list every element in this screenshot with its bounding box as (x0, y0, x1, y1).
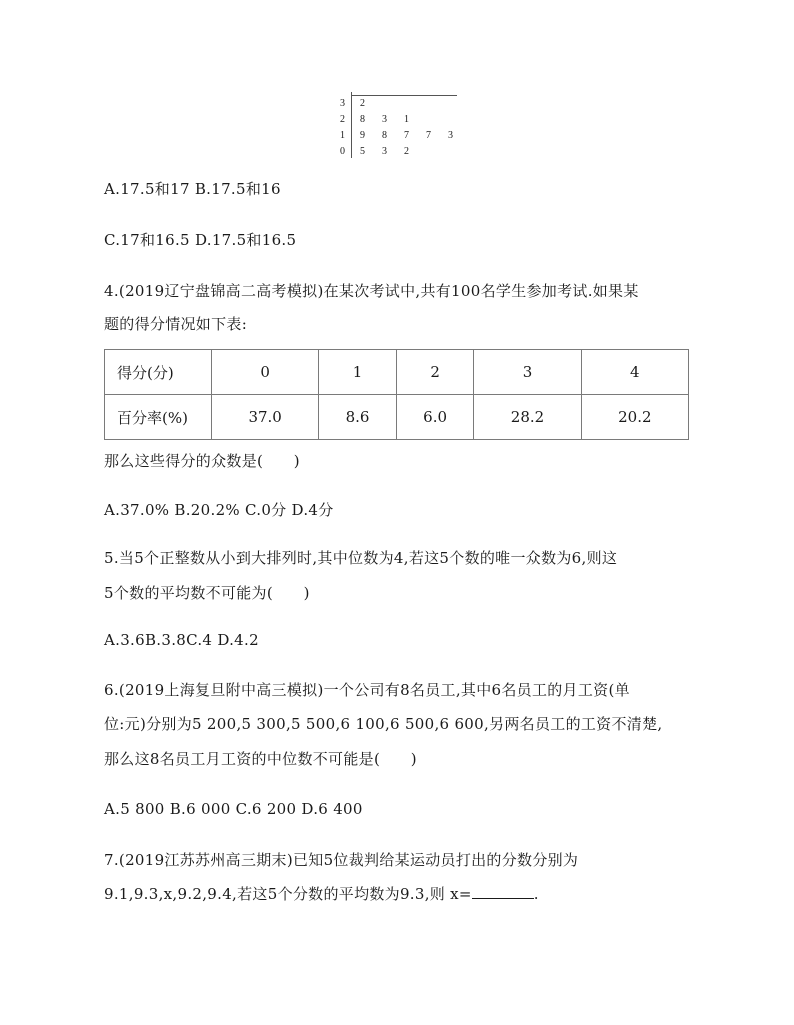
leaf-value: 9 (360, 130, 365, 141)
table-cell: 2 (396, 350, 474, 395)
q6-line3: 那么这8名员工月工资的中位数不可能是( ) (104, 750, 417, 768)
table-cell: 得分(分) (105, 350, 212, 395)
q4-stem-line1: 4.(2019辽宁盘锦高二高考模拟)在某次考试中,共有100名学生参加考试.如果某 (104, 282, 639, 300)
q6-line1: 6.(2019上海复旦附中高三模拟)一个公司有8名员工,其中6名员工的月工资(单 (104, 681, 630, 699)
plot-top-line (351, 95, 457, 96)
leaf-value: 3 (382, 114, 387, 125)
q7-line2-end: . (533, 885, 539, 903)
q7-line2 (104, 883, 539, 904)
q4-options: A.37.0% B.20.2% C.0分 D.4分 (104, 501, 334, 519)
score-table (104, 349, 689, 440)
q5-line2: 5个数的平均数不可能为( ) (104, 584, 310, 602)
q4-stem-line2: 题的得分情况如下表: (104, 315, 248, 333)
leaf-value: 1 (404, 114, 409, 125)
table-cell: 20.2 (581, 395, 688, 440)
q7-line2-text: 9.1,9.3,x,9.2,9.4,若这5个分数的平均数为9.3,则 x= (104, 885, 472, 903)
table-cell: 3 (474, 350, 581, 395)
plot-divider-line (351, 92, 352, 158)
leaf-value: 8 (382, 130, 387, 141)
table-cell: 28.2 (474, 395, 581, 440)
q5-line1: 5.当5个正整数从小到大排列时,其中位数为4,若这5个数的唯一众数为6,则这 (104, 549, 618, 567)
q3-options-line2: C.17和16.5 D.17.5和16.5 (104, 231, 297, 249)
score-table-value-row (105, 395, 689, 440)
q4-question: 那么这些得分的众数是( ) (104, 452, 300, 470)
score-table-header-row (105, 350, 689, 395)
table-cell: 6.0 (396, 395, 474, 440)
q7-line1: 7.(2019江苏苏州高三期末)已知5位裁判给某运动员打出的分数分别为 (104, 851, 579, 869)
table-cell: 4 (581, 350, 688, 395)
leaf-value: 8 (360, 114, 365, 125)
q6-line2: 位:元)分别为5 200,5 300,5 500,6 100,6 500,6 600,另两名员工的工资不清楚, (104, 715, 663, 733)
leaf-value: 7 (426, 130, 431, 141)
table-cell: 37.0 (212, 395, 319, 440)
q5-options: A.3.6B.3.8C.4 D.4.2 (104, 631, 259, 649)
table-cell: 0 (212, 350, 319, 395)
q3-options-line1: A.17.5和17 B.17.5和16 (104, 180, 281, 198)
leaf-value: 2 (360, 98, 365, 109)
table-cell: 百分率(%) (105, 395, 212, 440)
answer-blank[interactable] (472, 884, 534, 899)
leaf-value: 3 (448, 130, 453, 141)
leaf-value: 5 (360, 146, 365, 157)
stem-value: 3 (340, 98, 345, 109)
stem-leaf-plot (338, 92, 458, 158)
leaf-value: 3 (382, 146, 387, 157)
stem-value: 0 (340, 146, 345, 157)
q6-options: A.5 800 B.6 000 C.6 200 D.6 400 (104, 800, 363, 818)
stem-value: 2 (340, 114, 345, 125)
stem-value: 1 (340, 130, 345, 141)
leaf-value: 7 (404, 130, 409, 141)
leaf-value: 2 (404, 146, 409, 157)
table-cell: 8.6 (319, 395, 397, 440)
table-cell: 1 (319, 350, 397, 395)
